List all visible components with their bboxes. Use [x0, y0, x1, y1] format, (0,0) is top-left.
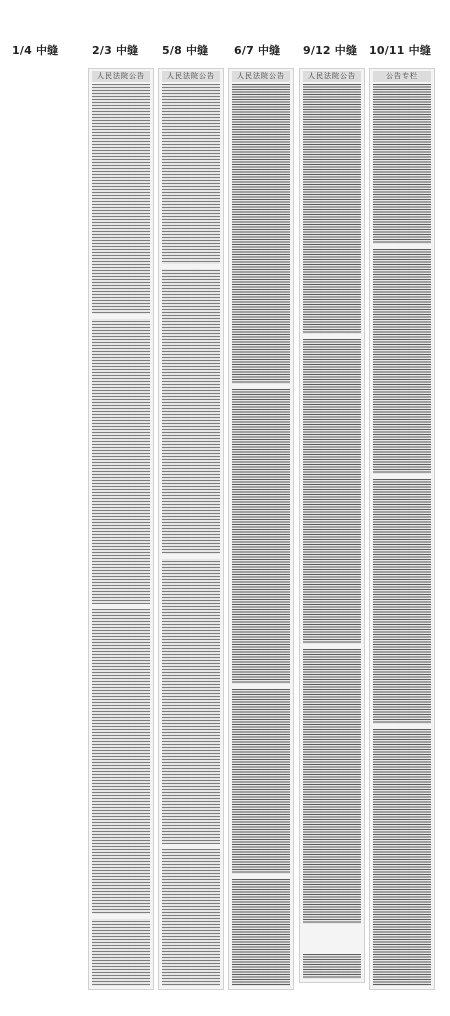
column-text-block — [162, 84, 220, 986]
column-header: 人民法院公告 — [303, 71, 361, 82]
notice-column-9-12 — [299, 68, 365, 983]
column-header: 公告专栏 — [373, 71, 431, 82]
column-header: 人民法院公告 — [92, 71, 150, 82]
column-text-block — [232, 84, 290, 986]
notice-column-6-7 — [228, 68, 294, 990]
column-label-9-12: 9/12 中缝 — [303, 44, 358, 57]
notice-column-2-3 — [88, 68, 154, 990]
column-text-block — [92, 84, 150, 986]
column-text-block — [373, 84, 431, 986]
column-label-10-11: 10/11 中缝 — [369, 44, 432, 57]
column-text-block — [303, 84, 361, 979]
column-header: 人民法院公告 — [162, 71, 220, 82]
column-label-6-7: 6/7 中缝 — [234, 44, 281, 57]
column-label-1-4: 1/4 中缝 — [12, 44, 59, 57]
notice-column-10-11 — [369, 68, 435, 990]
notice-column-5-8 — [158, 68, 224, 990]
column-label-2-3: 2/3 中缝 — [92, 44, 139, 57]
column-label-5-8: 5/8 中缝 — [162, 44, 209, 57]
column-header: 人民法院公告 — [232, 71, 290, 82]
